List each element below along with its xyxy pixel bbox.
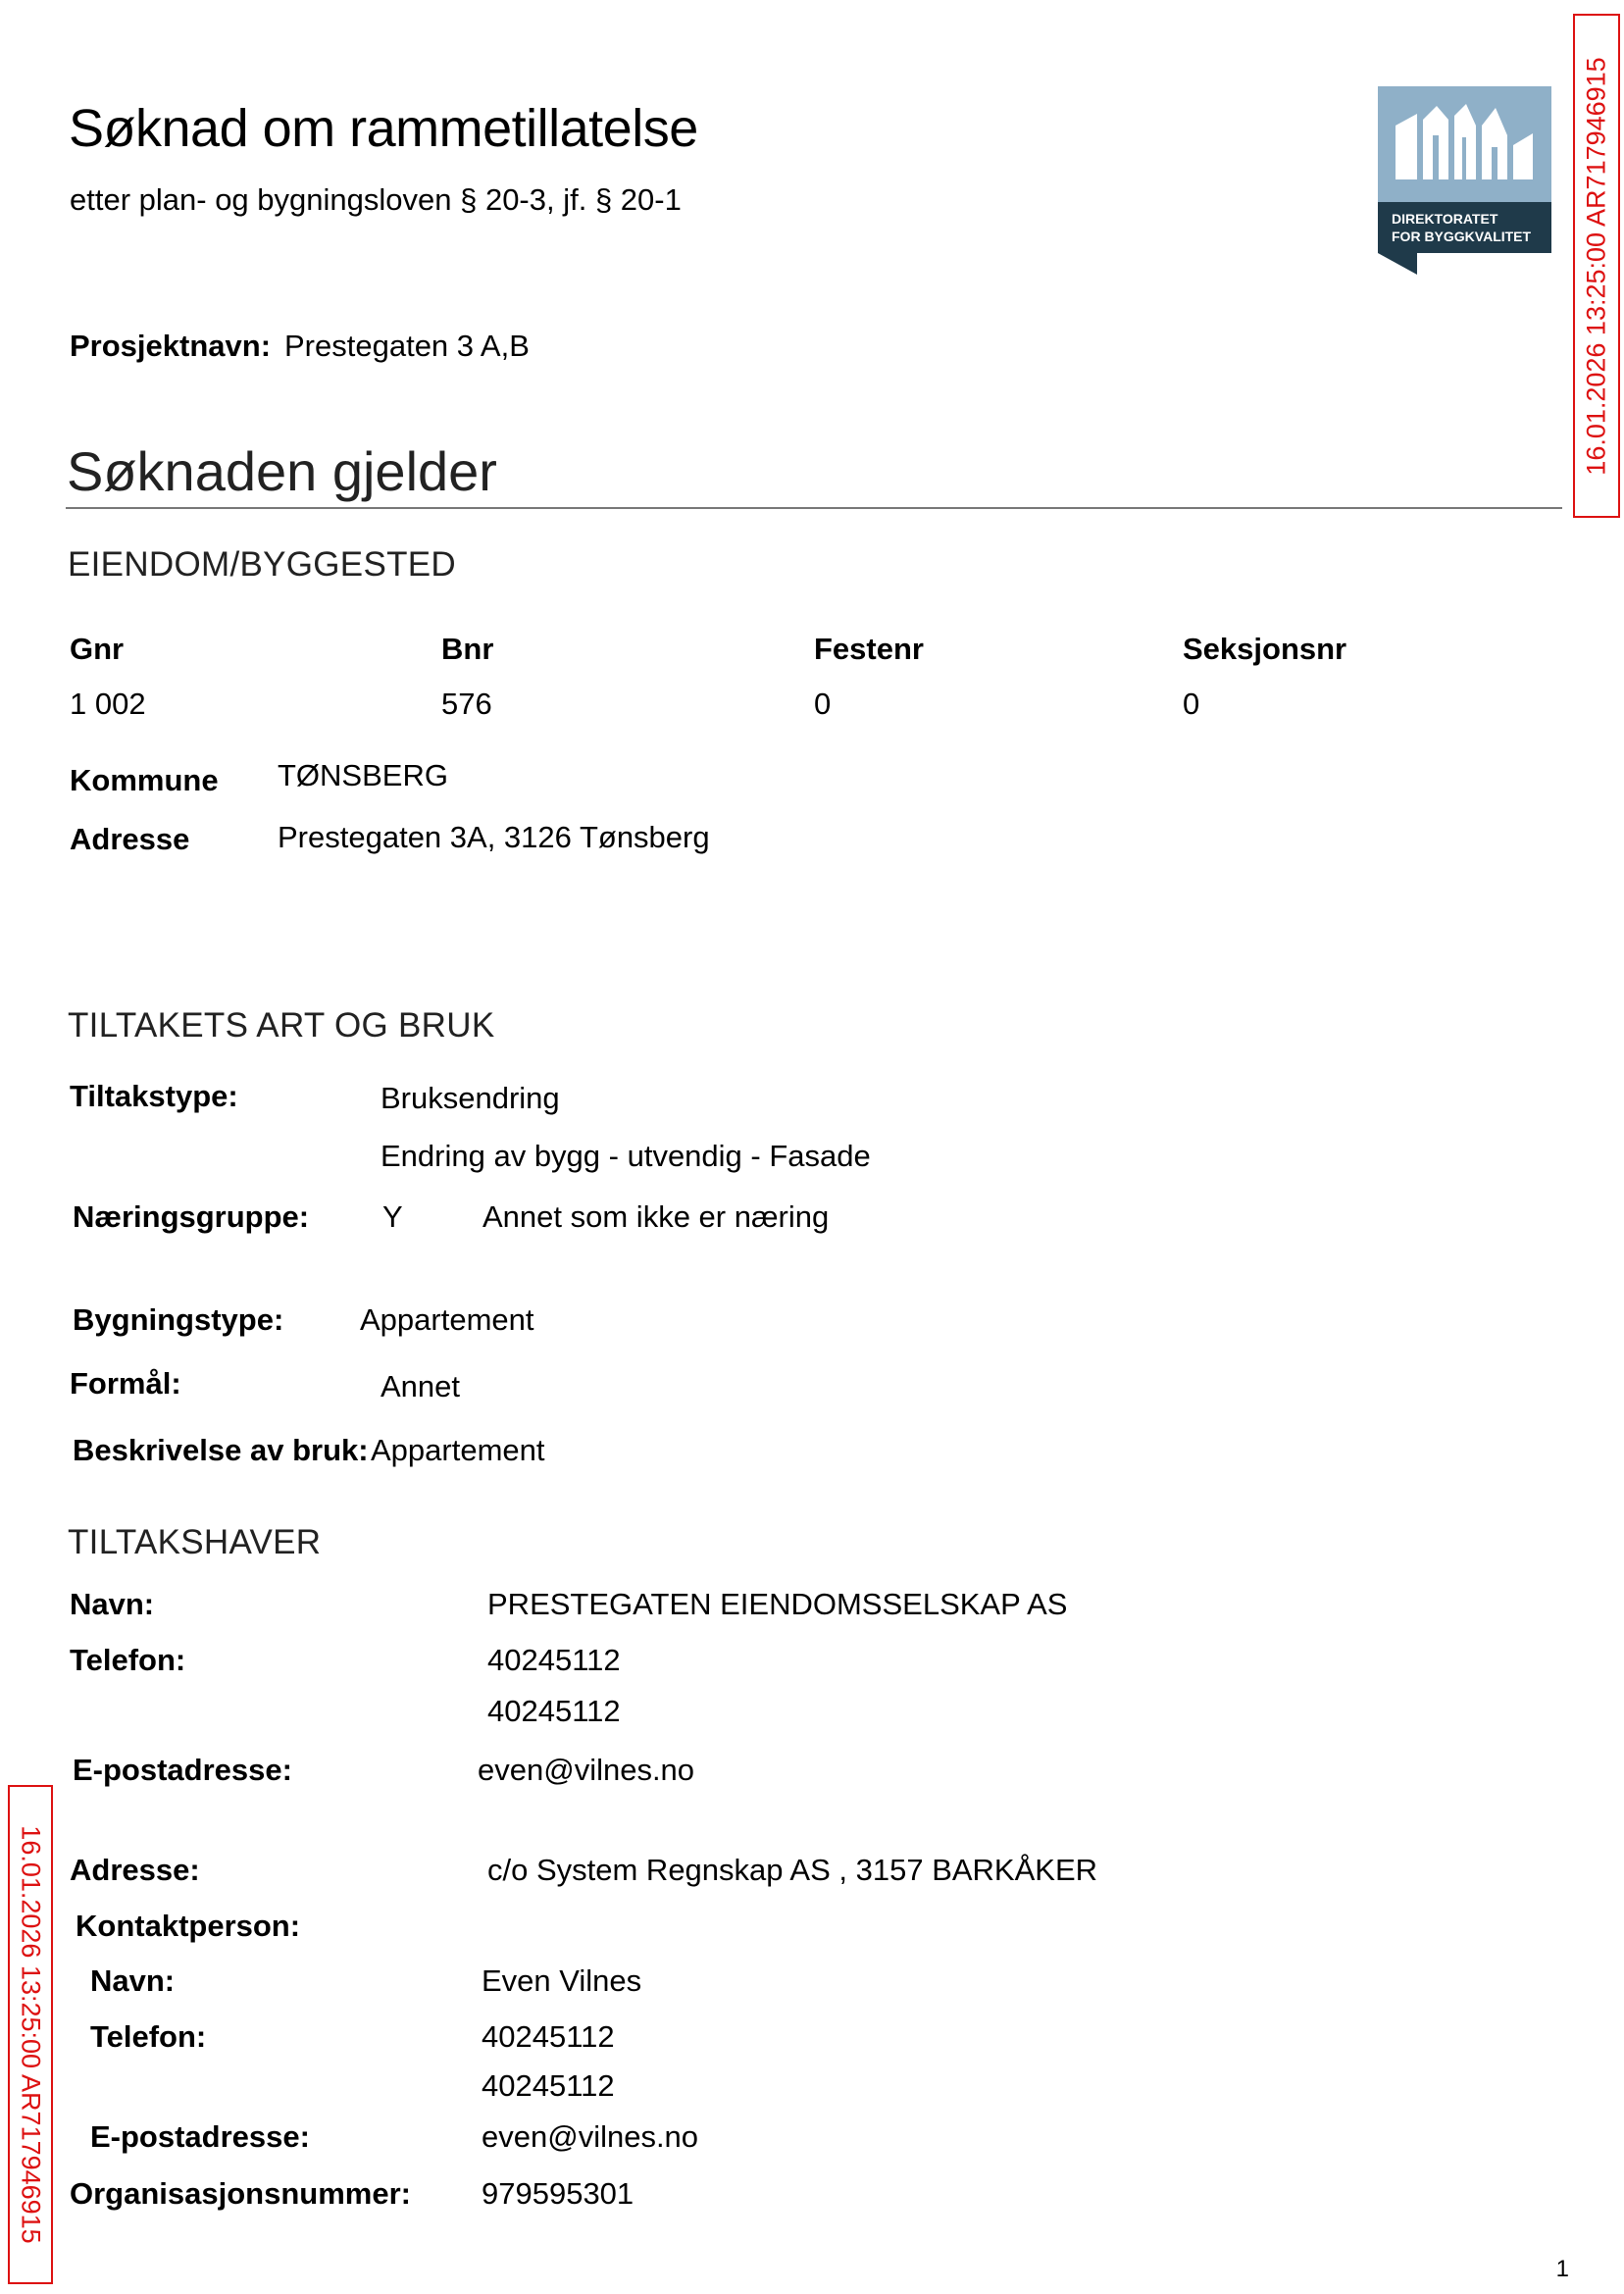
document-subtitle: etter plan- og bygningsloven § 20-3, jf. § 20-1: [70, 182, 682, 217]
tiltakstype-value-2: Endring av bygg - utvendig - Fasade: [381, 1139, 871, 1173]
festenr-value: 0: [814, 687, 832, 721]
kontakt-navn-value: Even Vilnes: [482, 1963, 642, 1998]
stamp-top-text: 16.01.2026 13:25:00 AR717946915: [1581, 56, 1611, 476]
seksjonsnr-label: Seksjonsnr: [1183, 632, 1347, 666]
stamp-top: [1573, 14, 1620, 518]
formaal-label: Formål:: [70, 1366, 181, 1401]
project-name-label: Prosjektnavn:: [70, 329, 272, 363]
naeringsgruppe-value: Annet som ikke er næring: [482, 1199, 830, 1234]
organisasjonsnummer-value: 979595301: [482, 2176, 634, 2211]
kontakt-epost-label: E-postadresse:: [90, 2119, 310, 2154]
naeringsgruppe-code: Y: [382, 1199, 403, 1234]
formaal-value: Annet: [381, 1369, 461, 1403]
logo-text-line1: DIREKTORATET: [1392, 211, 1498, 227]
kontakt-telefon-label: Telefon:: [90, 2019, 207, 2054]
section-title: Søknaden gjelder: [67, 440, 497, 502]
tiltakshaver-epost-label: E-postadresse:: [73, 1753, 292, 1787]
gnr-label: Gnr: [70, 632, 125, 666]
dibk-logo-icon: [1378, 86, 1551, 275]
document-title: Søknad om rammetillatelse: [69, 99, 698, 158]
festenr-label: Festenr: [814, 632, 924, 666]
stamp-bottom: [8, 1785, 53, 2284]
bnr-label: Bnr: [441, 632, 494, 666]
tiltakshaver-telefon-value-1: 40245112: [487, 1643, 621, 1677]
bygningstype-value: Appartement: [360, 1302, 534, 1337]
logo-text-line2: FOR BYGGKVALITET: [1392, 229, 1532, 244]
tiltak-heading: TILTAKETS ART OG BRUK: [68, 1006, 495, 1045]
kontakt-epost-value: even@vilnes.no: [482, 2119, 699, 2154]
beskrivelse-label: Beskrivelse av bruk:: [73, 1433, 369, 1467]
adresse-value: Prestegaten 3A, 3126 Tønsberg: [278, 820, 710, 854]
kontakt-telefon-value-1: 40245112: [482, 2019, 615, 2054]
tiltakshaver-navn-label: Navn:: [70, 1587, 155, 1621]
project-name-value: Prestegaten 3 A,B: [284, 329, 530, 363]
naeringsgruppe-label: Næringsgruppe:: [73, 1199, 310, 1234]
tiltakshaver-adresse-label: Adresse:: [70, 1853, 200, 1887]
kontaktperson-label: Kontaktperson:: [76, 1909, 301, 1943]
gnr-value: 1 002: [70, 687, 146, 721]
organisasjonsnummer-label: Organisasjonsnummer:: [70, 2176, 411, 2211]
seksjonsnr-value: 0: [1183, 687, 1200, 721]
section-divider: [66, 507, 1562, 509]
stamp-bottom-text: 16.01.2026 13:25:00 AR717946915: [16, 1825, 46, 2244]
tiltakstype-value-1: Bruksendring: [381, 1081, 560, 1115]
tiltakshaver-telefon-label: Telefon:: [70, 1643, 186, 1677]
property-heading: EIENDOM/BYGGESTED: [68, 545, 456, 584]
dibk-logo: [1378, 86, 1551, 275]
kontakt-telefon-value-2: 40245112: [482, 2068, 615, 2103]
beskrivelse-value: Appartement: [371, 1433, 545, 1467]
kommune-label: Kommune: [70, 763, 219, 797]
kommune-value: TØNSBERG: [278, 758, 448, 792]
tiltakshaver-epost-value: even@vilnes.no: [478, 1753, 695, 1787]
kontakt-navn-label: Navn:: [90, 1963, 176, 1998]
adresse-label: Adresse: [70, 822, 190, 856]
bnr-value: 576: [441, 687, 492, 721]
page-number: 1: [1555, 2256, 1569, 2282]
tiltakshaver-navn-value: PRESTEGATEN EIENDOMSSELSKAP AS: [487, 1587, 1068, 1621]
tiltakshaver-adresse-value: c/o System Regnskap AS , 3157 BARKÅKER: [487, 1853, 1098, 1887]
bygningstype-label: Bygningstype:: [73, 1302, 284, 1337]
tiltakstype-label: Tiltakstype:: [70, 1079, 238, 1113]
tiltakshaver-heading: TILTAKSHAVER: [68, 1523, 322, 1561]
tiltakshaver-telefon-value-2: 40245112: [487, 1694, 621, 1728]
